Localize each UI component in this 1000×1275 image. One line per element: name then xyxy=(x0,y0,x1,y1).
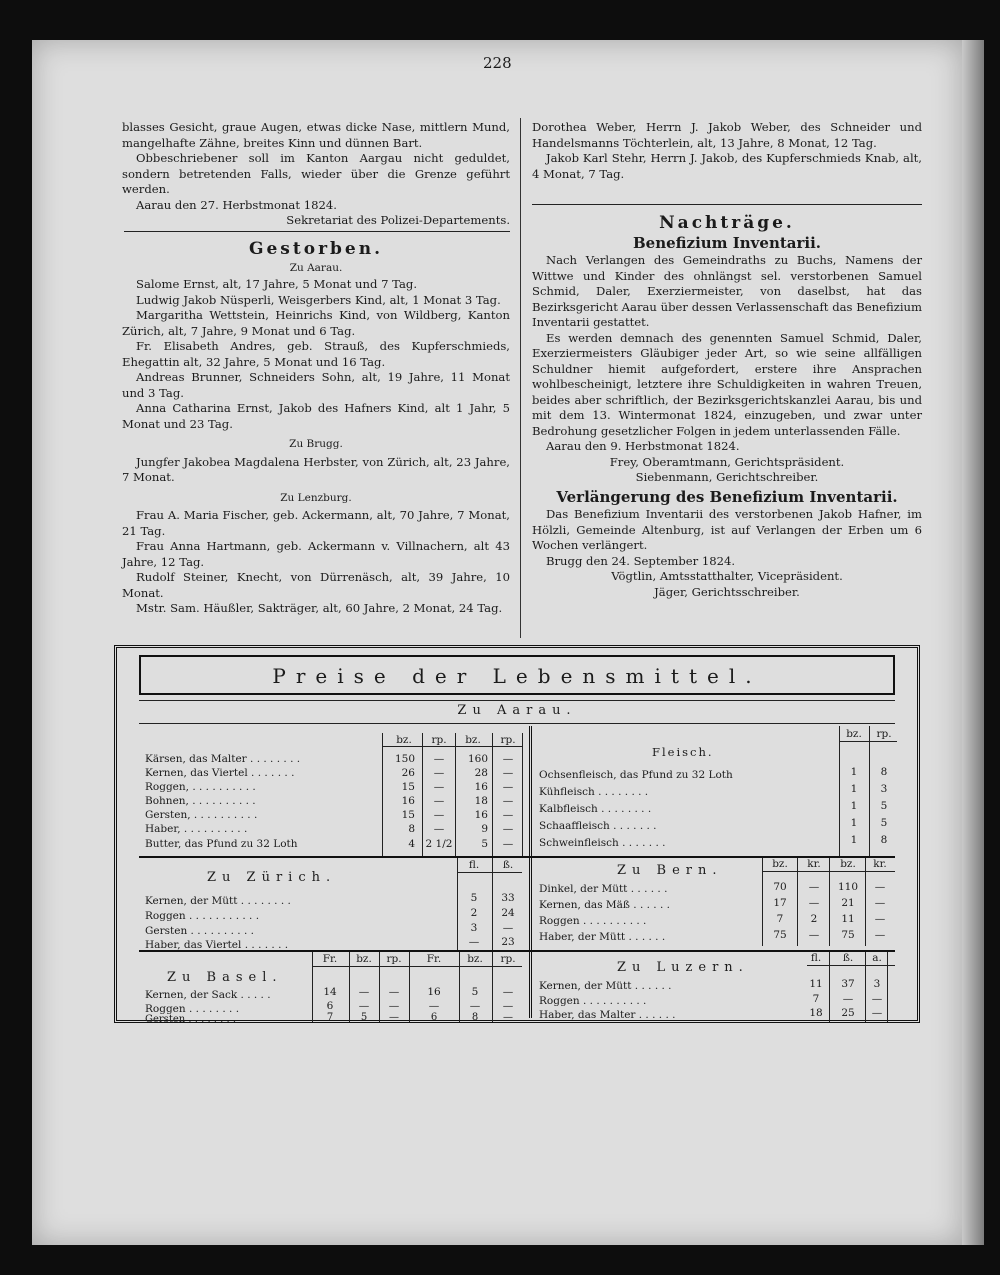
col-header: rp. xyxy=(386,953,402,965)
col-header: bz. xyxy=(840,858,856,870)
table-cell: 37 xyxy=(841,978,855,990)
col-header: ß. xyxy=(502,859,514,871)
brugg-deaths-heading: Zu Brugg. xyxy=(289,438,343,450)
column-divider xyxy=(520,118,521,638)
table-cell: 8 xyxy=(880,834,888,846)
table-cell: — xyxy=(871,1007,883,1019)
death-entry: Mstr. Sam. Häußler, Sakträger, alt, 60 Jahre, 2 Monat, 24 Tag. xyxy=(136,601,503,615)
table-cell: 150 xyxy=(394,753,415,765)
death-entry: Fr. Elisabeth Andres, geb. Strauß, des Kupferschmieds, Ehegattin alt, 32 Jahre, 5 Monat und 16 Tag. xyxy=(122,339,510,369)
table-cell: — xyxy=(468,936,480,948)
table-cell: 3 xyxy=(873,978,881,990)
table-cell: — xyxy=(502,838,514,850)
table-cell: 11 xyxy=(809,978,823,990)
table-cell: 5 xyxy=(360,1012,368,1023)
extension-signature: Vögtlin, Amtsstatthalter, Vicepräsident. xyxy=(611,569,843,583)
table-cell: — xyxy=(808,929,820,941)
table-row-label: Gersten . . . . . . . . xyxy=(145,1014,237,1025)
benefiz-signature: Frey, Oberamtmann, Gerichtspräsident. xyxy=(609,454,845,469)
table-cell: 1 xyxy=(850,783,858,795)
table-cell: 33 xyxy=(501,892,515,904)
table-rule xyxy=(529,726,532,1018)
table-cell: — xyxy=(433,753,445,765)
left-intro-1: blasses Gesicht, graue Augen, etwas dicke Nase, mittlern Mund, mangelhafte Zähne, breites Kinn und dünnen Bart. xyxy=(122,120,510,150)
col-header: fl. xyxy=(468,859,480,871)
table-cell: — xyxy=(388,986,400,998)
death-entry: Rudolf Steiner, Knecht, von Dürrenäsch, alt, 39 Jahre, 10 Monat. xyxy=(122,570,510,600)
aarau-deaths-heading: Zu Aarau. xyxy=(289,261,343,274)
right-intro-2: Jakob Karl Stehr, Herrn J. Jakob, des Kupferschmieds Knab, alt, 4 Monat, 7 Tag. xyxy=(532,151,922,181)
table-row-label: Bohnen, . . . . . . . . . . xyxy=(145,795,256,807)
table-row-label: Roggen, . . . . . . . . . . xyxy=(145,781,256,793)
table-cell: 1 xyxy=(850,817,858,829)
table-cell: 5 xyxy=(880,817,888,829)
table-row-label: Roggen . . . . . . . . . . xyxy=(539,915,647,927)
table-cell: 15 xyxy=(401,781,415,793)
table-cell: 18 xyxy=(809,1007,823,1019)
table-cell: 24 xyxy=(501,907,515,919)
death-entry: Ludwig Jakob Nüsperli, Weisgerbers Kind, alt, 1 Monat 3 Tag. xyxy=(136,292,501,307)
benefiz-paragraph: Es werden demnach des genennten Samuel Schmid, Daler, Exerziermeisters Gläubiger jeder Art, so wie seine allfälligen Schuldner hiemit aufgefordert, erstere ihre Ansprachen wohlbescheinigt, letztere ihre Schuldigkeiten in wahren Treuen, beides aber schriftlich, der Bezirksgerichtskanzlei Aarau, bis und mit dem 13. Wintermonat 1824, einzugeben, und zwar unter Bedrohung gesetzlicher Folgen in jedem unterlassenden Fälle. xyxy=(532,330,922,438)
table-row-label: Schaaffleisch . . . . . . . xyxy=(539,820,657,832)
table-cell: 5 xyxy=(470,892,478,904)
col-header: kr. xyxy=(807,858,821,870)
table-rule xyxy=(139,723,895,724)
table-row-label: Haber, das Malter . . . . . . xyxy=(539,1009,676,1021)
col-header: bz. xyxy=(465,734,481,746)
table-cell: — xyxy=(428,1000,440,1012)
price-table-title: Preise der Lebensmittel. xyxy=(139,655,895,695)
table-cell: — xyxy=(502,922,514,934)
table-rule xyxy=(382,733,383,858)
death-entry: Andreas Brunner, Schneiders Sohn, alt, 19 Jahre, 11 Monat und 3 Tag. xyxy=(122,370,510,400)
table-row-label: Butter, das Pfund zu 32 Loth xyxy=(145,838,298,850)
table-cell: 18 xyxy=(474,795,488,807)
col-header: rp. xyxy=(500,734,516,746)
table-cell: — xyxy=(502,1000,514,1012)
table-rule xyxy=(409,952,410,1022)
table-cell: — xyxy=(502,753,514,765)
addenda-section xyxy=(532,210,922,600)
table-cell: — xyxy=(808,881,820,893)
table-cell: 9 xyxy=(481,823,488,835)
table-cell: — xyxy=(502,781,514,793)
table-cell: 15 xyxy=(401,809,415,821)
left-intro-2: Obbeschriebener soll im Kanton Aargau nicht geduldet, sondern betretenden Falls, wieder über die Grenze geführt werden. xyxy=(122,151,510,196)
table-cell: — xyxy=(808,897,820,909)
table-cell: 5 xyxy=(880,800,888,812)
table-cell: 70 xyxy=(773,881,787,893)
table-cell: 75 xyxy=(841,929,855,941)
table-cell: 26 xyxy=(401,767,415,779)
col-header: a. xyxy=(872,952,882,964)
table-cell: — xyxy=(433,795,445,807)
luzern-price-heading: Zu Luzern. xyxy=(617,960,749,975)
table-cell: 7 xyxy=(812,993,820,1005)
table-row-label: Dinkel, der Mütt . . . . . . xyxy=(539,883,668,895)
table-rule xyxy=(382,746,522,747)
table-row-label: Kalbfleisch . . . . . . . . xyxy=(539,803,652,815)
bern-price-heading: Zu Bern. xyxy=(617,863,723,878)
extension-date: Brugg den 24. September 1824. xyxy=(546,553,736,568)
right-intro-1: Dorothea Weber, Herrn J. Jakob Weber, des Schneider und Handelsmanns Töchterlein, alt, 13 Jahre, 8 Monat, 12 Tag. xyxy=(532,120,922,150)
table-cell: 75 xyxy=(773,929,787,941)
extension-paragraph: Das Benefizium Inventarii des verstorbenen Jakob Hafner, im Hölzli, Gemeinde Altenburg, ist auf Verlangen der Erben um 6 Wochen verlängert. xyxy=(532,507,922,552)
table-cell: 7 xyxy=(326,1012,334,1023)
table-rule xyxy=(455,733,456,858)
addenda-heading: Nachträge. xyxy=(659,213,795,233)
death-entry: Anna Catharina Ernst, Jakob des Hafners Kind, alt 1 Jahr, 5 Monat und 23 Tag. xyxy=(122,401,510,431)
table-cell: 16 xyxy=(474,781,488,793)
left-intro-date: Aarau den 27. Herbstmonat 1824. xyxy=(136,197,337,212)
left-intro-sign: Sekretariat des Polizei-Departements. xyxy=(286,213,510,227)
table-row-label: Kühfleisch . . . . . . . . xyxy=(539,786,649,798)
table-cell: 21 xyxy=(841,897,855,909)
table-rule xyxy=(139,700,895,701)
table-cell: 1 xyxy=(850,766,858,778)
table-cell: — xyxy=(433,823,445,835)
table-cell: 2 xyxy=(810,913,818,925)
table-cell: — xyxy=(502,823,514,835)
col-header: rp. xyxy=(500,953,516,965)
table-cell: 5 xyxy=(481,838,488,850)
table-cell: 8 xyxy=(471,1012,479,1023)
death-entry: Salome Ernst, alt, 17 Jahre, 5 Monat und 7 Tag. xyxy=(136,277,418,291)
table-rule xyxy=(312,952,313,1022)
col-header: ß. xyxy=(842,952,854,964)
death-entry: Frau Anna Hartmann, geb. Ackermann v. Villnachern, alt 43 Jahre, 12 Tag. xyxy=(122,539,510,569)
aarau-price-heading: Zu Aarau. xyxy=(457,703,577,718)
table-cell: 14 xyxy=(323,986,337,998)
table-cell: — xyxy=(358,986,370,998)
table-row-label: Haber, . . . . . . . . . . xyxy=(145,823,248,835)
col-header: bz. xyxy=(772,858,788,870)
table-rule xyxy=(139,950,895,952)
table-cell: 3 xyxy=(880,783,888,795)
left-column xyxy=(122,120,510,229)
table-cell: 6 xyxy=(326,1000,334,1012)
table-cell: 1 xyxy=(850,800,858,812)
table-cell: 4 xyxy=(408,838,415,850)
table-row-label: Gersten . . . . . . . . . . xyxy=(145,925,254,937)
table-cell: 2 xyxy=(470,907,478,919)
right-rule xyxy=(532,204,922,205)
table-cell: 1 xyxy=(850,834,858,846)
table-cell: 5 xyxy=(471,986,479,998)
table-cell: — xyxy=(433,809,445,821)
table-row-label: Gersten, . . . . . . . . . . xyxy=(145,809,258,821)
table-cell: — xyxy=(502,809,514,821)
table-row-label: Haber, das Viertel . . . . . . . xyxy=(145,939,289,951)
table-cell: 110 xyxy=(837,881,859,893)
table-cell: 16 xyxy=(427,986,441,998)
col-header: fl. xyxy=(810,952,822,964)
benefiz-heading: Benefizium Inventarii. xyxy=(632,233,822,252)
table-rule xyxy=(312,966,522,967)
table-cell: — xyxy=(358,1000,370,1012)
table-cell: 160 xyxy=(467,753,488,765)
table-rule xyxy=(457,872,522,873)
extension-heading: Verlängerung des Benefizium Inventarii. xyxy=(556,487,898,506)
table-cell: — xyxy=(874,913,886,925)
table-cell: 17 xyxy=(773,897,787,909)
death-entry: Margaritha Wettstein, Heinrichs Kind, von Wildberg, Kanton Zürich, alt, 7 Jahre, 9 Monat und 6 Tag. xyxy=(122,308,510,338)
table-cell: — xyxy=(502,986,514,998)
meat-heading: Fleisch. xyxy=(652,745,714,759)
table-rule xyxy=(762,871,895,872)
table-cell: — xyxy=(433,781,445,793)
table-cell: — xyxy=(389,1012,399,1023)
table-cell: — xyxy=(871,993,883,1005)
table-row-label: Kärsen, das Malter . . . . . . . . xyxy=(145,753,301,765)
table-cell: — xyxy=(469,1000,481,1012)
book-spine-edge xyxy=(962,40,984,1245)
table-row-label: Haber, der Mütt . . . . . . xyxy=(539,931,666,943)
extension-signature: Jäger, Gerichtsschreiber. xyxy=(654,584,800,599)
table-cell: — xyxy=(842,993,854,1005)
zurich-price-heading: Zu Zürich. xyxy=(207,870,337,885)
table-row-label: Schweinfleisch . . . . . . . xyxy=(539,837,666,849)
table-cell: 25 xyxy=(841,1007,855,1019)
table-cell: 23 xyxy=(501,936,515,948)
table-cell: 3 xyxy=(470,922,478,934)
benefiz-paragraph: Nach Verlangen des Gemeindraths zu Buchs, Namens der Wittwe und Kinder des ohnlängst sel. verstorbenen Samuel Schmid, Daler, Exerziermeister, von daselbst, hat das Bezirksgericht Aarau über dessen Verlassenschaft das Benefizium Inventarii gestattet. xyxy=(532,253,922,329)
table-row-label: Roggen . . . . . . . . . . xyxy=(539,995,647,1007)
table-row-label: Kernen, der Mütt . . . . . . . . xyxy=(145,895,291,907)
lenzburg-deaths-heading: Zu Lenzburg. xyxy=(280,491,352,504)
table-cell: — xyxy=(874,929,886,941)
table-row-label: Kernen, der Sack . . . . . xyxy=(145,989,271,1001)
table-row-label: Roggen . . . . . . . . . . . xyxy=(145,910,260,922)
table-cell: — xyxy=(502,767,514,779)
left-rule xyxy=(124,231,510,232)
table-row-label: Kernen, der Mütt . . . . . . xyxy=(539,980,672,992)
table-cell: — xyxy=(433,767,445,779)
deaths-heading: Gestorben. xyxy=(248,239,384,259)
col-header: Fr. xyxy=(322,953,338,965)
table-row-label: Roggen . . . . . . . . xyxy=(145,1003,240,1015)
table-cell: — xyxy=(502,795,514,807)
table-cell: 2 1/2 xyxy=(425,838,453,850)
benefiz-signature: Siebenmann, Gerichtschreiber. xyxy=(635,470,819,484)
col-header: bz. xyxy=(396,734,412,746)
table-row-label: Ochsenfleisch, das Pfund zu 32 Loth xyxy=(539,769,733,781)
col-header: Fr. xyxy=(426,953,442,965)
table-rule xyxy=(422,733,423,858)
col-header: kr. xyxy=(873,858,887,870)
death-entry: Frau A. Maria Fischer, geb. Ackermann, alt, 70 Jahre, 7 Monat, 21 Tag. xyxy=(122,508,510,538)
table-rule xyxy=(807,965,895,966)
deaths-section xyxy=(122,236,510,617)
benefiz-date: Aarau den 9. Herbstmonat 1824. xyxy=(546,439,740,453)
col-header: rp. xyxy=(431,734,447,746)
table-cell: 16 xyxy=(474,809,488,821)
table-cell: — xyxy=(388,1000,400,1012)
table-cell: — xyxy=(503,1012,513,1023)
death-entry: Jungfer Jakobea Magdalena Herbster, von Zürich, alt, 23 Jahre, 7 Monat. xyxy=(122,454,510,484)
table-cell: 8 xyxy=(408,823,415,835)
table-cell: 6 xyxy=(430,1012,438,1023)
page-number: 228 xyxy=(483,54,512,72)
price-table xyxy=(114,645,920,1023)
table-row-label: Kernen, das Viertel . . . . . . . xyxy=(145,767,295,779)
table-cell: — xyxy=(874,897,886,909)
col-header: bz. xyxy=(846,728,862,740)
table-rule xyxy=(839,741,897,742)
table-row-label: Kernen, das Mäß . . . . . . xyxy=(539,899,670,911)
col-header: rp. xyxy=(876,728,892,740)
table-cell: 11 xyxy=(841,913,855,925)
col-header: bz. xyxy=(356,953,372,965)
right-column xyxy=(532,120,922,182)
basel-price-heading: Zu Basel. xyxy=(167,970,283,985)
table-cell: 7 xyxy=(776,913,784,925)
table-cell: 28 xyxy=(474,767,488,779)
table-cell: — xyxy=(874,881,886,893)
table-cell: 16 xyxy=(401,795,415,807)
col-header: bz. xyxy=(467,953,483,965)
table-cell: 8 xyxy=(880,766,888,778)
